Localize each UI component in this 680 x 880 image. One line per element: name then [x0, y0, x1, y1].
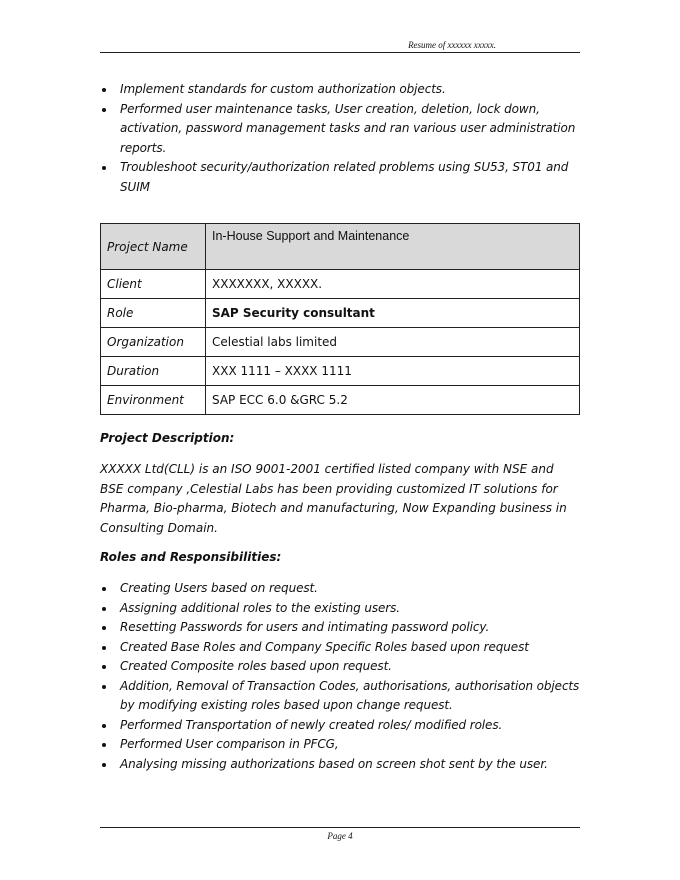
list-item: Troubleshoot security/authorization related problems using SU53, ST01 and SUIM [100, 158, 580, 197]
list-item: Performed user maintenance tasks, User creation, deletion, lock down, activation, password management tasks and ran various user administration reports. [100, 100, 580, 159]
table-key: Role [101, 299, 206, 328]
table-value: SAP ECC 6.0 &GRC 5.2 [206, 386, 580, 415]
bullet-icon [102, 763, 106, 767]
roles-list [100, 579, 580, 774]
bullet-icon [102, 108, 106, 112]
roles-heading: Roles and Responsibilities: [100, 550, 282, 564]
table-value: XXX 1111 – XXXX 1111 [206, 357, 580, 386]
table-row [101, 224, 580, 270]
table-key: Environment [101, 386, 206, 415]
bullet-icon [102, 646, 106, 650]
table-row [101, 357, 580, 386]
page-header [100, 40, 580, 53]
table-value: XXXXXXX, XXXXX. [206, 270, 580, 299]
list-item: Created Base Roles and Company Specific Roles based upon request [100, 638, 580, 658]
table-key: Organization [101, 328, 206, 357]
list-item: Analysing missing authorizations based on screen shot sent by the user. [100, 755, 580, 775]
list-item: Performed User comparison in PFCG, [100, 735, 580, 755]
table-key: Client [101, 270, 206, 299]
table-row [101, 328, 580, 357]
bullet-icon [102, 665, 106, 669]
table-row [101, 299, 580, 328]
table-key: Project Name [101, 224, 206, 270]
list-item: Created Composite roles based upon request. [100, 657, 580, 677]
bullet-icon [102, 724, 106, 728]
bullet-icon [102, 626, 106, 630]
table-value: In-House Support and Maintenance [206, 224, 580, 270]
list-item: Assigning additional roles to the existing users. [100, 599, 580, 619]
header-text: Resume of xxxxxx xxxxx. [408, 40, 496, 50]
list-item: Resetting Passwords for users and intimating password policy. [100, 618, 580, 638]
table-row [101, 270, 580, 299]
bullet-icon [102, 685, 106, 689]
table-value: SAP Security consultant [206, 299, 580, 328]
bullet-icon [102, 587, 106, 591]
bullet-icon [102, 607, 106, 611]
project-description-heading: Project Description: [100, 431, 235, 445]
table-row [101, 386, 580, 415]
list-item: Creating Users based on request. [100, 579, 580, 599]
responsibilities-list [100, 80, 580, 197]
bullet-icon [102, 88, 106, 92]
project-description-text: XXXXX Ltd(CLL) is an ISO 9001-2001 certified listed company with NSE and BSE company ,Celestial Labs has been providing customized IT solutions for Pharma, Bio-pharma, Biotech and manufacturing, Now Expanding business in Consulting Domain. [100, 462, 567, 535]
project-info-table [100, 223, 580, 415]
list-item: Implement standards for custom authorization objects. [100, 80, 580, 100]
table-key: Duration [101, 357, 206, 386]
page-footer [100, 827, 580, 841]
bullet-icon [102, 743, 106, 747]
table-value: Celestial labs limited [206, 328, 580, 357]
list-item: Performed Transportation of newly created roles/ modified roles. [100, 716, 580, 736]
bullet-icon [102, 166, 106, 170]
page-number: Page 4 [327, 831, 353, 841]
list-item: Addition, Removal of Transaction Codes, authorisations, authorisation objects by modifying existing roles based upon change request. [100, 677, 580, 716]
